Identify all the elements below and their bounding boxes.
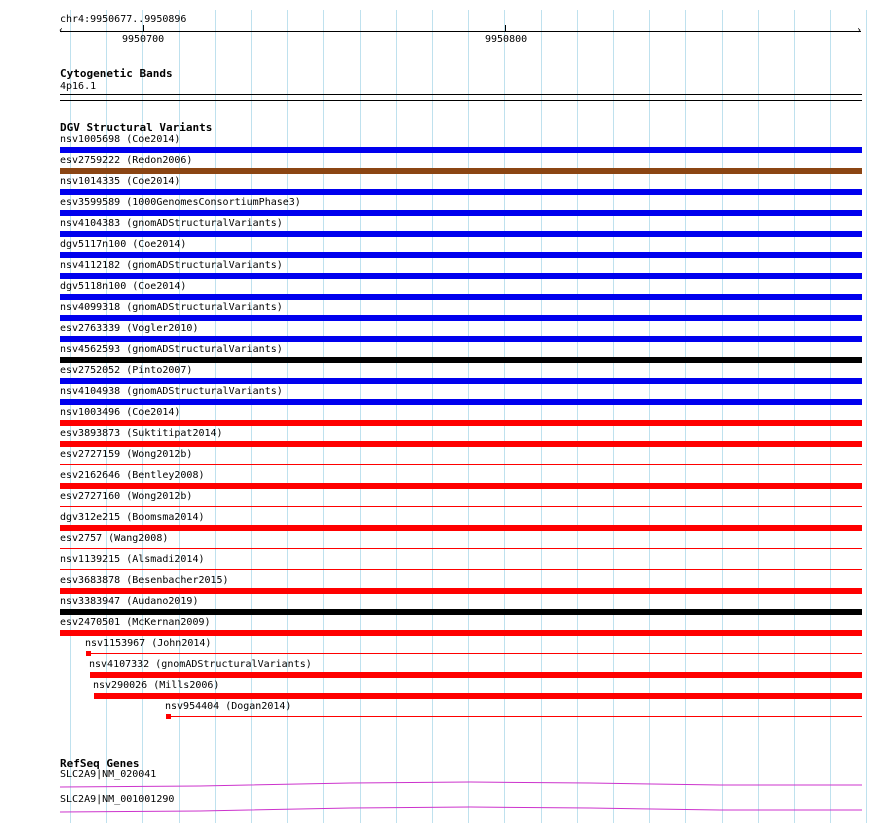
cytoband-track-title: Cytogenetic Bands <box>60 67 173 80</box>
dgv-feature-label[interactable]: nsv4104938 (gnomADStructuralVariants) <box>60 386 283 397</box>
location-label: chr4:9950677..9950896 <box>60 14 187 25</box>
dgv-feature-label[interactable]: esv2759222 (Redon2006) <box>60 155 193 166</box>
dgv-feature-label[interactable]: esv3683878 (Besenbacher2015) <box>60 575 229 586</box>
ruler-tick-label: 9950700 <box>122 34 165 45</box>
dgv-feature-label[interactable]: esv2470501 (McKernan2009) <box>60 617 211 628</box>
dgv-feature-label[interactable]: nsv4562593 (gnomADStructuralVariants) <box>60 344 283 355</box>
dgv-feature-label[interactable]: nsv1153967 (John2014) <box>85 638 212 649</box>
ruler-left-arrow-icon: ‹ <box>58 25 65 36</box>
dgv-feature-label[interactable]: nsv290026 (Mills2006) <box>93 680 220 691</box>
dgv-feature-label[interactable]: nsv3383947 (Audano2019) <box>60 596 199 607</box>
dgv-feature-label[interactable]: esv3893873 (Suktitipat2014) <box>60 428 223 439</box>
gene-model-line[interactable] <box>60 807 862 812</box>
dgv-feature-label[interactable]: nsv4112182 (gnomADStructuralVariants) <box>60 260 283 271</box>
dgv-feature-label[interactable]: dgv5117n100 (Coe2014) <box>60 239 187 250</box>
dgv-feature-label[interactable]: dgv5118n100 (Coe2014) <box>60 281 187 292</box>
dgv-feature-label[interactable]: esv2763339 (Vogler2010) <box>60 323 199 334</box>
dgv-feature-label[interactable]: dgv312e215 (Boomsma2014) <box>60 512 205 523</box>
dgv-feature-label[interactable]: nsv1005698 (Coe2014) <box>60 134 181 145</box>
dgv-feature-label[interactable]: esv2757 (Wang2008) <box>60 533 169 544</box>
dgv-feature-label[interactable]: nsv4107332 (gnomADStructuralVariants) <box>89 659 312 670</box>
dgv-feature-label[interactable]: esv2752052 (Pinto2007) <box>60 365 193 376</box>
dgv-feature-label[interactable]: esv3599589 (1000GenomesConsortiumPhase3) <box>60 197 301 208</box>
cytoband-label: 4p16.1 <box>60 81 97 92</box>
dgv-feature-label[interactable]: nsv1003496 (Coe2014) <box>60 407 181 418</box>
dgv-feature-label[interactable]: nsv1014335 (Coe2014) <box>60 176 181 187</box>
dgv-track-title: DGV Structural Variants <box>60 121 213 134</box>
dgv-feature-label[interactable]: nsv4104383 (gnomADStructuralVariants) <box>60 218 283 229</box>
ruler-right-arrow-icon: › <box>856 25 863 36</box>
dgv-feature-label[interactable]: nsv954404 (Dogan2014) <box>165 701 292 712</box>
dgv-feature-label[interactable]: esv2162646 (Bentley2008) <box>60 470 205 481</box>
dgv-feature-label[interactable]: esv2727159 (Wong2012b) <box>60 449 193 460</box>
ruler-tick-label: 9950800 <box>485 34 528 45</box>
gene-label[interactable]: SLC2A9|NM_020041 <box>60 769 157 780</box>
gene-model-line[interactable] <box>60 782 862 787</box>
gene-label[interactable]: SLC2A9|NM_001001290 <box>60 794 175 805</box>
dgv-feature-label[interactable]: nsv1139215 (Alsmadi2014) <box>60 554 205 565</box>
dgv-feature-label[interactable]: nsv4099318 (gnomADStructuralVariants) <box>60 302 283 313</box>
dgv-feature-label[interactable]: esv2727160 (Wong2012b) <box>60 491 193 502</box>
refseq-track-title: RefSeq Genes <box>60 757 140 770</box>
